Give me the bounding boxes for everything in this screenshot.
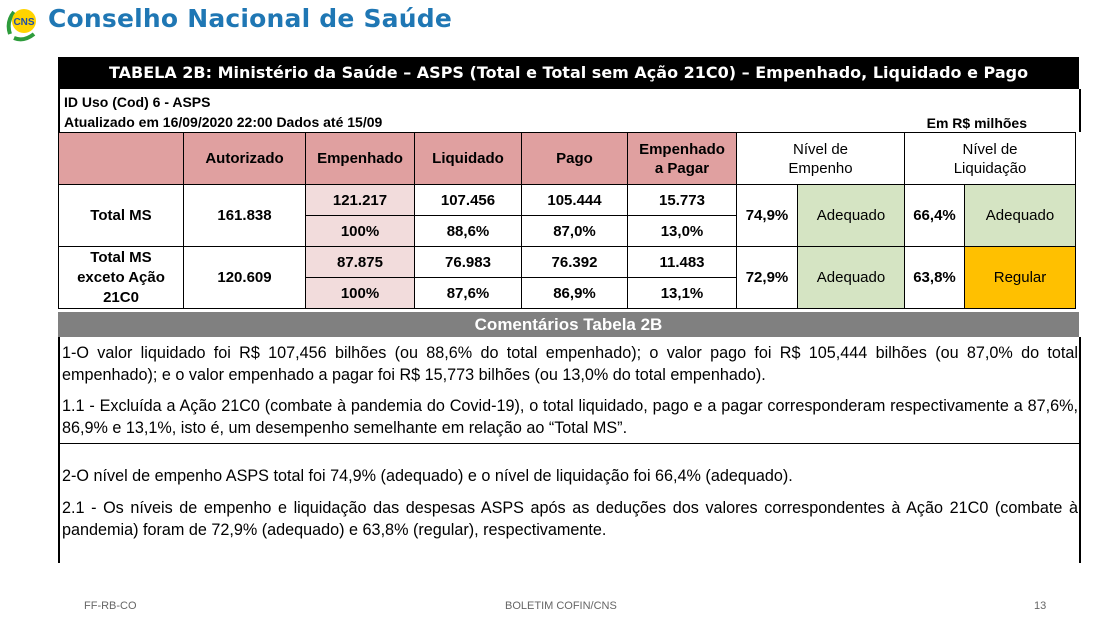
a-pagar-value: 11.483 <box>628 247 737 278</box>
updated-line: Atualizado em 16/09/2020 22:00 Dados até 15/09 <box>64 114 383 130</box>
pago-value: 105.444 <box>522 185 628 216</box>
pago-pct: 86,9% <box>522 278 628 309</box>
header-autorizado: Autorizado <box>184 133 306 185</box>
a-pagar-value: 15.773 <box>628 185 737 216</box>
header-blank <box>59 133 184 185</box>
org-title: Conselho Nacional de Saúde <box>48 4 452 33</box>
liquidado-pct: 88,6% <box>415 216 522 247</box>
nivel-empenho-value: 72,9% <box>737 247 798 309</box>
comment-paragraph-2-1: 2.1 - Os níveis de empenho e liquidação das despesas ASPS após as deduções dos valores correspondentes à Ação 21C0 (combate à pandemia) foram de 72,9% (adequado) e 63,8% (regular), respectivamente. <box>62 499 1078 539</box>
data-table <box>58 132 1076 309</box>
table-row <box>59 247 1076 278</box>
autorizado-value: 161.838 <box>184 185 306 247</box>
unit-label: Em R$ milhões <box>926 115 1027 131</box>
svg-text:CNS: CNS <box>13 17 35 28</box>
table-row <box>59 185 1076 216</box>
empenhado-pct: 100% <box>306 278 415 309</box>
comment-paragraph-2: 2-O nível de empenho ASPS total foi 74,9% (adequado) e o nível de liquidação foi 66,4% (adequado). <box>62 467 793 485</box>
header-a-pagar: Empenhado a Pagar <box>628 133 737 185</box>
a-pagar-pct: 13,1% <box>628 278 737 309</box>
table-title: TABELA 2B: Ministério da Saúde – ASPS (Total e Total sem Ação 21C0) – Empenhado, Liquidado e Pago <box>58 57 1079 89</box>
liquidado-value: 107.456 <box>415 185 522 216</box>
nivel-empenho-status: Adequado <box>798 247 905 309</box>
header-liquidado: Liquidado <box>415 133 522 185</box>
footer-center: BOLETIM COFIN/CNS <box>505 600 617 612</box>
comment-paragraph-1: 1-O valor liquidado foi R$ 107,456 bilhões (ou 88,6% do total empenhado); o valor pago foi R$ 105,444 bilhões (ou 87,0% do total empenhado); e o valor empenhado a pagar foi R$ 15,773 bilhões (ou 13,0% do total empenhado). <box>62 344 1078 384</box>
empenhado-value: 121.217 <box>306 185 415 216</box>
autorizado-value: 120.609 <box>184 247 306 309</box>
nivel-empenho-status: Adequado <box>798 185 905 247</box>
nivel-liquidacao-status: Regular <box>965 247 1076 309</box>
a-pagar-pct: 13,0% <box>628 216 737 247</box>
id-line: ID Uso (Cod) 6 - ASPS <box>64 94 211 110</box>
pago-pct: 87,0% <box>522 216 628 247</box>
page-header <box>0 0 1110 44</box>
row-label: Total MS exceto Ação 21C0 <box>59 247 184 309</box>
nivel-liquidacao-value: 63,8% <box>905 247 965 309</box>
nivel-empenho-value: 74,9% <box>737 185 798 247</box>
comment-paragraph-1-1: 1.1 - Excluída a Ação 21C0 (combate à pandemia do Covid-19), o total liquidado, pago e a pagar corresponderam respectivamente a 87,6%, 86,9% e 13,1%, isto é, um desempenho semelhante em relação ao “Total MS”. <box>62 397 1078 437</box>
nivel-liquidacao-status: Adequado <box>965 185 1076 247</box>
cns-logo-icon <box>4 4 40 42</box>
comments-divider <box>60 443 1079 444</box>
header-nivel-liquidacao: Nível de Liquidação <box>905 133 1076 185</box>
nivel-liquidacao-value: 66,4% <box>905 185 965 247</box>
row-label: Total MS <box>59 185 184 247</box>
empenhado-value: 87.875 <box>306 247 415 278</box>
header-pago: Pago <box>522 133 628 185</box>
comments-box <box>58 337 1081 563</box>
page-number: 13 <box>1034 600 1047 612</box>
pago-value: 76.392 <box>522 247 628 278</box>
comments-header: Comentários Tabela 2B <box>58 312 1079 337</box>
header-empenhado: Empenhado <box>306 133 415 185</box>
table-meta <box>58 89 1081 132</box>
header-nivel-empenho: Nível de Empenho <box>737 133 905 185</box>
liquidado-value: 76.983 <box>415 247 522 278</box>
liquidado-pct: 87,6% <box>415 278 522 309</box>
footer-left: FF-RB-CO <box>84 600 137 612</box>
empenhado-pct: 100% <box>306 216 415 247</box>
table-header-row <box>59 133 1076 185</box>
